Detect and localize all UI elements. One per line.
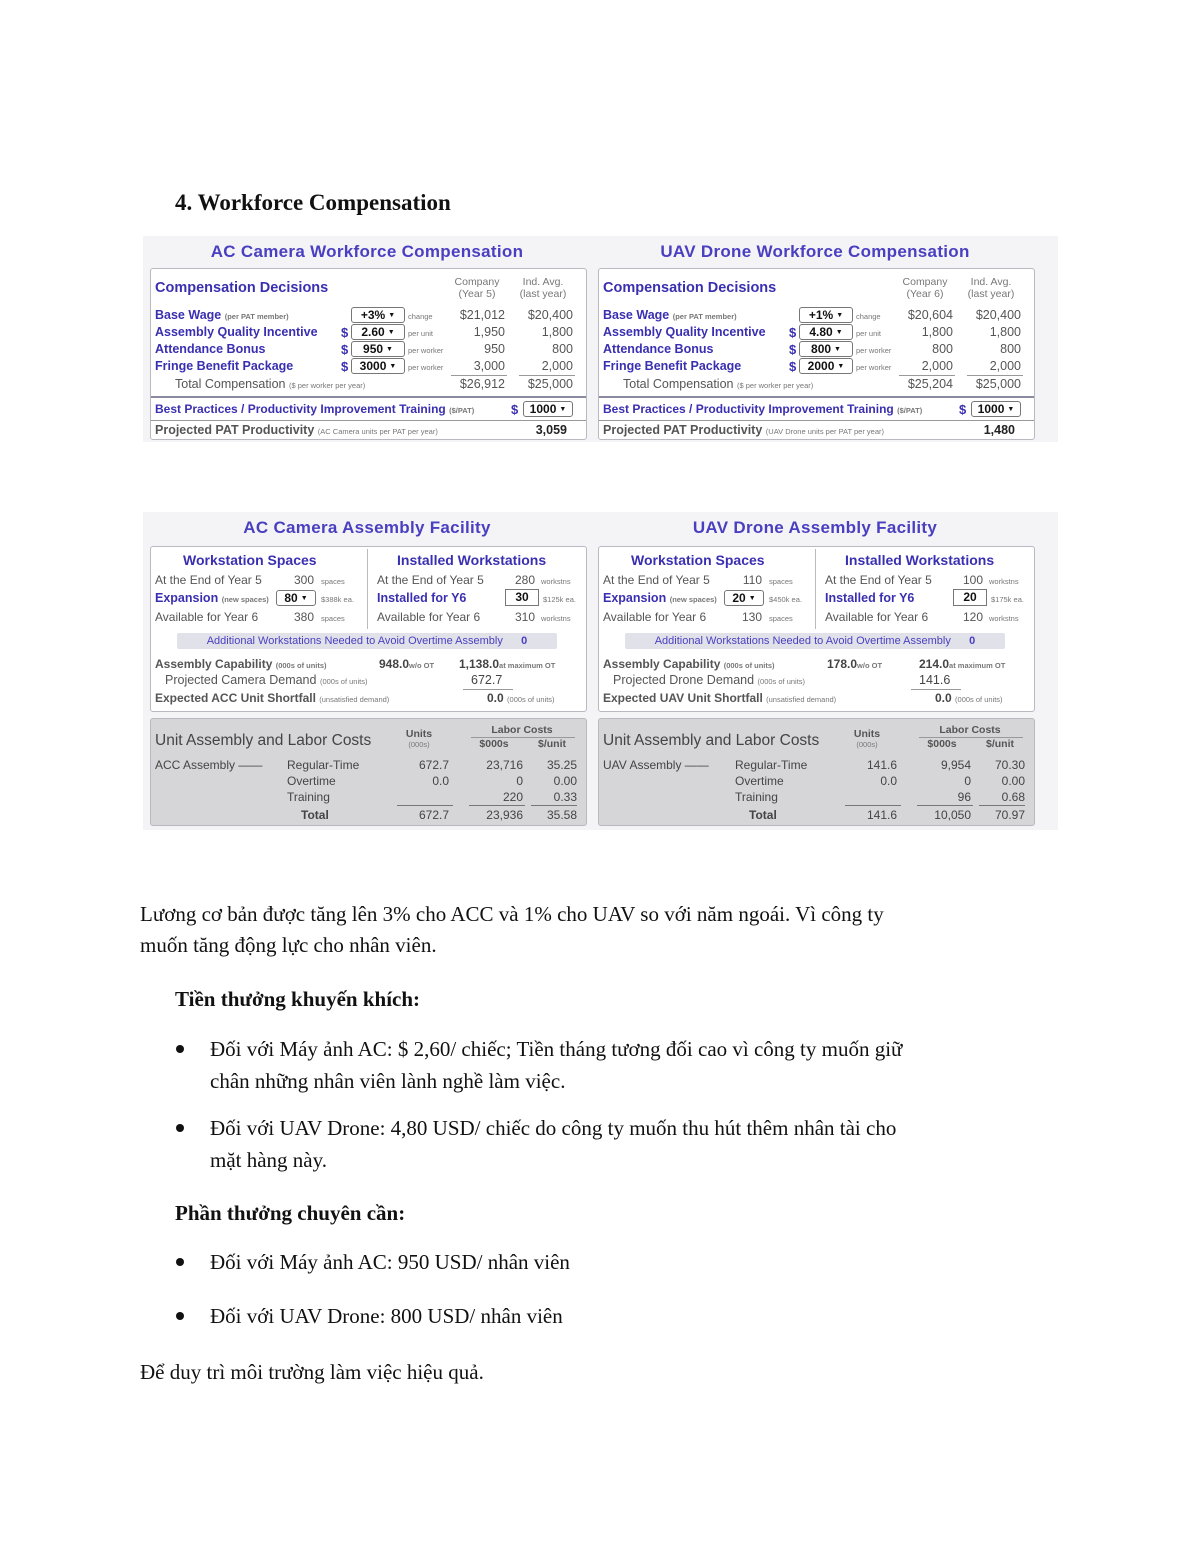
expansion-label: Expansion (new spaces) <box>603 591 717 605</box>
quality-incentive-dropdown[interactable]: 2.60 ▼ <box>351 324 405 340</box>
divider <box>917 805 973 806</box>
dollar-sign: $ <box>341 359 349 374</box>
bullet-line: Đối với Máy ảnh AC: 950 USD/ nhân viên <box>210 1250 570 1274</box>
capability-wo-value: 178.0w/o OT <box>827 657 883 671</box>
regular-time-label: Regular-Time <box>735 758 808 772</box>
compensation-decisions-title: Compensation Decisions <box>603 280 777 296</box>
bullet-line: chân những nhân viên lành nghề làm việc. <box>210 1069 566 1093</box>
fringe-benefit-dropdown[interactable]: 2000 ▼ <box>799 358 853 374</box>
overtime-label: Overtime <box>735 774 784 788</box>
installed-y6-label: Installed for Y6 <box>825 591 915 605</box>
unit-note: spaces <box>769 614 793 623</box>
shortfall-value: 0.0 (000s of units) <box>935 691 1003 705</box>
capability-label: Assembly Capability (000s of units) <box>155 657 327 671</box>
unit-note: per worker <box>408 346 444 355</box>
divider <box>151 396 586 398</box>
paragraph-line: muốn tăng động lực cho nhân viên. <box>140 933 437 957</box>
divider <box>397 805 453 806</box>
total-units-value: 672.7 <box>418 808 449 822</box>
uav-facility-title: UAV Drone Assembly Facility <box>692 518 938 537</box>
dollar-sign: $ <box>511 402 519 417</box>
total-per-unit-value: 70.97 <box>994 808 1025 822</box>
dollar-sign: $ <box>789 359 797 374</box>
col-ind-header: Ind. Avg. <box>522 276 564 288</box>
units-value: 141.6 <box>866 758 897 772</box>
divider <box>451 375 507 376</box>
labor-costs-header: Labor Costs <box>939 724 1001 736</box>
demand-value: 672.7 <box>471 673 503 687</box>
unit-note: spaces <box>769 577 793 586</box>
training-dropdown[interactable]: 1000 ▼ <box>523 401 573 417</box>
divider <box>519 375 575 376</box>
per-unit-header: $/unit <box>538 738 566 750</box>
productivity-value: 3,059 <box>535 423 567 437</box>
col-company-header: Company <box>454 276 500 288</box>
thousands-header: $000s <box>479 738 509 750</box>
facility-panels <box>143 512 1058 830</box>
unit-note: change <box>856 312 881 321</box>
total-k-value: 10,050 <box>934 808 971 822</box>
base-wage-dropdown[interactable]: +1% ▼ <box>799 307 853 323</box>
per-unit-header: $/unit <box>986 738 1014 750</box>
expansion-dropdown[interactable]: 80 ▼ <box>276 590 316 606</box>
productivity-value: 1,480 <box>983 423 1015 437</box>
per-unit-value: 0.00 <box>1001 774 1025 788</box>
units-value: 672.7 <box>418 758 449 772</box>
capability-max-value: 214.0at maximum OT <box>919 657 1006 671</box>
per-unit-value: 0.33 <box>553 790 577 804</box>
ind-value: $20,400 <box>527 308 573 322</box>
dollar-sign: $ <box>789 325 797 340</box>
total-ind-value: $25,000 <box>975 377 1021 391</box>
company-value: 950 <box>484 342 505 356</box>
installed-end-value: 280 <box>514 573 535 587</box>
col-ind-sub: (last year) <box>519 288 567 300</box>
company-value: 2,000 <box>921 359 953 373</box>
labor-title: Unit Assembly and Labor Costs <box>603 732 820 749</box>
spaces-end-value: 300 <box>293 573 314 587</box>
ind-value: 1,800 <box>541 325 573 339</box>
col-ind-sub: (last year) <box>967 288 1015 300</box>
installed-y6-label: Installed for Y6 <box>377 591 467 605</box>
k-value: 96 <box>957 790 971 804</box>
bullet-icon <box>176 1124 184 1132</box>
compensation-decisions-title: Compensation Decisions <box>155 280 329 296</box>
end-year-label: At the End of Year 5 <box>155 573 262 587</box>
ind-value: 1,800 <box>989 325 1021 339</box>
unit-note: workstns <box>541 614 571 623</box>
company-value: 800 <box>932 342 953 356</box>
fringe-benefit-label: Fringe Benefit Package <box>155 359 294 373</box>
col-company-header: Company <box>902 276 948 288</box>
units-header: Units <box>853 728 881 740</box>
thousands-header: $000s <box>927 738 957 750</box>
uav-compensation-panel <box>591 236 1039 442</box>
available-label: Available for Year 6 <box>603 610 707 624</box>
units-sub: (000s) <box>408 740 430 749</box>
divider <box>599 396 1034 398</box>
unit-note: spaces <box>321 577 345 586</box>
col-ind-header: Ind. Avg. <box>970 276 1012 288</box>
units-header: Units <box>405 728 433 740</box>
total-units-value: 141.6 <box>866 808 897 822</box>
unit-note: per unit <box>408 329 434 338</box>
divider <box>531 805 577 806</box>
available-installed-value: 310 <box>514 610 535 624</box>
total-compensation-label: Total Compensation ($ per worker per year) <box>175 377 366 391</box>
end-year-label: At the End of Year 5 <box>825 573 932 587</box>
bullet-icon <box>176 1045 184 1053</box>
expansion-label: Expansion (new spaces) <box>155 591 269 605</box>
uav-compensation-title: UAV Drone Workforce Compensation <box>660 242 970 261</box>
acc-facility-box <box>150 546 587 712</box>
uav-facility-box <box>598 546 1035 712</box>
k-value: 0 <box>964 774 971 788</box>
cost-note: $125k ea. <box>543 595 576 604</box>
divider <box>463 689 513 690</box>
per-unit-value: 0.00 <box>553 774 577 788</box>
spaces-end-value: 110 <box>742 573 762 587</box>
acc-facility-title: AC Camera Assembly Facility <box>243 518 491 537</box>
dollar-sign: $ <box>789 342 797 357</box>
per-unit-value: 35.25 <box>546 758 577 772</box>
training-label: Training <box>287 790 330 804</box>
total-company-value: $25,204 <box>907 377 953 391</box>
total-company-value: $26,912 <box>459 377 505 391</box>
units-sub: (000s) <box>856 740 878 749</box>
demand-value: 141.6 <box>919 673 951 687</box>
workstation-spaces-head: Workstation Spaces <box>183 552 317 568</box>
section-title: 4. Workforce Compensation <box>175 190 451 215</box>
fringe-benefit-label: Fringe Benefit Package <box>603 359 742 373</box>
labor-group-label: ACC Assembly —— <box>155 758 263 772</box>
end-year-label: At the End of Year 5 <box>603 573 710 587</box>
total-label: Total <box>301 808 329 822</box>
training-dropdown[interactable]: 1000 ▼ <box>971 401 1021 417</box>
col-company-sub: (Year 5) <box>458 288 496 300</box>
total-compensation-label: Total Compensation ($ per worker per year) <box>623 377 814 391</box>
divider <box>815 549 816 629</box>
paragraph-line: Lương cơ bản được tăng lên 3% cho ACC và 1% cho UAV so với năm ngoái. Vì công ty <box>140 902 884 926</box>
bullet-icon <box>176 1312 184 1320</box>
available-label: Available for Year 6 <box>377 610 481 624</box>
per-unit-value: 70.30 <box>994 758 1025 772</box>
shortfall-label: Expected ACC Unit Shortfall (unsatisfied demand) <box>155 691 390 705</box>
quality-incentive-label: Assembly Quality Incentive <box>603 325 766 339</box>
k-value: 0 <box>516 774 523 788</box>
company-value: $20,604 <box>907 308 953 322</box>
quality-incentive-dropdown[interactable]: 4.80 ▼ <box>799 324 853 340</box>
fringe-benefit-dropdown[interactable]: 3000 ▼ <box>351 358 405 374</box>
bullet-line: mặt hàng này. <box>210 1148 328 1172</box>
closing-line: Để duy trì môi trường làm việc hiệu quả. <box>140 1360 484 1384</box>
overtime-banner: Additional Workstations Needed to Avoid Overtime Assembly 0 <box>177 633 557 649</box>
dollar-sign: $ <box>959 402 967 417</box>
incentive-heading: Tiền thưởng khuyến khích: <box>175 987 421 1011</box>
per-unit-value: 0.68 <box>1001 790 1025 804</box>
total-label: Total <box>749 808 777 822</box>
unit-note: workstns <box>541 577 571 586</box>
divider <box>899 375 955 376</box>
available-label: Available for Year 6 <box>155 610 259 624</box>
units-value: 0.0 <box>432 774 449 788</box>
capability-label: Assembly Capability (000s of units) <box>603 657 775 671</box>
training-label: Best Practices / Productivity Improvement Training ($/PAT) <box>155 402 475 416</box>
uav-compensation-box <box>598 268 1035 440</box>
total-k-value: 23,936 <box>486 808 523 822</box>
labor-costs-header: Labor Costs <box>491 724 553 736</box>
compensation-panels <box>143 236 1058 442</box>
unit-note: workstns <box>989 577 1019 586</box>
demand-label: Projected Drone Demand (000s of units) <box>613 673 806 687</box>
company-value: 3,000 <box>473 359 505 373</box>
cost-note: $450k ea. <box>769 595 802 604</box>
productivity-label: Projected PAT Productivity (UAV Drone units per PAT per year) <box>603 423 885 437</box>
ind-value: 2,000 <box>541 359 573 373</box>
installed-y6-input[interactable]: 30 <box>505 589 539 606</box>
acc-compensation-panel <box>143 236 591 442</box>
bullet-line: Đối với UAV Drone: 800 USD/ nhân viên <box>210 1304 563 1328</box>
overtime-label: Overtime <box>287 774 336 788</box>
divider <box>979 805 1025 806</box>
units-value: 0.0 <box>880 774 897 788</box>
acc-compensation-box <box>150 268 587 440</box>
bullet-line: Đối với UAV Drone: 4,80 USD/ chiếc do công ty muốn thu hút thêm nhân tài cho <box>210 1116 897 1140</box>
ind-value: 2,000 <box>989 359 1021 373</box>
attendance-bonus-label: Attendance Bonus <box>155 342 266 356</box>
unit-note: per worker <box>856 363 892 372</box>
available-spaces-value: 380 <box>293 610 314 624</box>
capability-wo-value: 948.0w/o OT <box>379 657 435 671</box>
total-per-unit-value: 35.58 <box>546 808 577 822</box>
training-label: Best Practices / Productivity Improvement Training ($/PAT) <box>603 402 923 416</box>
attendance-heading: Phần thưởng chuyên cần: <box>175 1201 406 1225</box>
k-value: 23,716 <box>486 758 523 772</box>
unit-note: per worker <box>856 346 892 355</box>
demand-label: Projected Camera Demand (000s of units) <box>165 673 368 687</box>
bullet-icon <box>176 1258 184 1266</box>
divider <box>151 420 586 421</box>
shortfall-label: Expected UAV Unit Shortfall (unsatisfied demand) <box>603 691 837 705</box>
labor-group-label: UAV Assembly —— <box>603 758 709 772</box>
base-wage-dropdown[interactable]: +3% ▼ <box>351 307 405 323</box>
divider <box>469 805 525 806</box>
company-value: 1,950 <box>473 325 505 339</box>
available-installed-value: 120 <box>962 610 983 624</box>
divider <box>845 805 901 806</box>
divider <box>367 549 368 629</box>
attendance-bonus-label: Attendance Bonus <box>603 342 714 356</box>
unit-note: per unit <box>856 329 882 338</box>
company-value: $21,012 <box>459 308 505 322</box>
bullet-line: Đối với Máy ảnh AC: $ 2,60/ chiếc; Tiền tháng tương đối cao vì công ty muốn giữ <box>210 1037 903 1061</box>
unit-note: per worker <box>408 363 444 372</box>
base-wage-label: Base Wage (per PAT member) <box>155 308 289 322</box>
acc-facility-panel <box>143 512 591 830</box>
unit-note: change <box>408 312 433 321</box>
col-company-sub: (Year 6) <box>906 288 944 300</box>
unit-note: workstns <box>989 614 1019 623</box>
cost-note: $175k ea. <box>991 595 1024 604</box>
end-year-label: At the End of Year 5 <box>377 573 484 587</box>
unit-note: spaces <box>321 614 345 623</box>
total-ind-value: $25,000 <box>527 377 573 391</box>
workstation-spaces-head: Workstation Spaces <box>631 552 765 568</box>
installed-end-value: 100 <box>962 573 983 587</box>
attendance-bonus-dropdown[interactable]: 800 ▼ <box>799 341 853 357</box>
overtime-banner: Additional Workstations Needed to Avoid Overtime Assembly 0 <box>625 633 1005 649</box>
acc-compensation-title: AC Camera Workforce Compensation <box>210 242 524 261</box>
divider <box>911 689 961 690</box>
cost-note: $388k ea. <box>321 595 354 604</box>
training-label: Training <box>735 790 778 804</box>
acc-labor-box <box>150 718 587 826</box>
regular-time-label: Regular-Time <box>287 758 360 772</box>
expansion-dropdown[interactable]: 20 ▼ <box>724 590 764 606</box>
ind-value: $20,400 <box>975 308 1021 322</box>
productivity-label: Projected PAT Productivity (AC Camera units per PAT per year) <box>155 423 438 437</box>
installed-workstations-head: Installed Workstations <box>845 552 995 568</box>
k-value: 9,954 <box>940 758 971 772</box>
installed-workstations-head: Installed Workstations <box>397 552 547 568</box>
attendance-bonus-dropdown[interactable]: 950 ▼ <box>351 341 405 357</box>
installed-y6-input[interactable]: 20 <box>953 589 987 606</box>
available-spaces-value: 130 <box>741 610 762 624</box>
base-wage-label: Base Wage (per PAT member) <box>603 308 737 322</box>
ind-value: 800 <box>1000 342 1021 356</box>
available-label: Available for Year 6 <box>825 610 929 624</box>
dollar-sign: $ <box>341 325 349 340</box>
divider <box>599 420 1034 421</box>
shortfall-value: 0.0 (000s of units) <box>487 691 555 705</box>
ind-value: 800 <box>552 342 573 356</box>
uav-facility-panel <box>591 512 1039 830</box>
labor-title: Unit Assembly and Labor Costs <box>155 732 372 749</box>
uav-labor-box <box>598 718 1035 826</box>
company-value: 1,800 <box>921 325 953 339</box>
divider <box>967 375 1023 376</box>
k-value: 220 <box>502 790 523 804</box>
quality-incentive-label: Assembly Quality Incentive <box>155 325 318 339</box>
dollar-sign: $ <box>341 342 349 357</box>
capability-max-value: 1,138.0at maximum OT <box>459 657 556 671</box>
